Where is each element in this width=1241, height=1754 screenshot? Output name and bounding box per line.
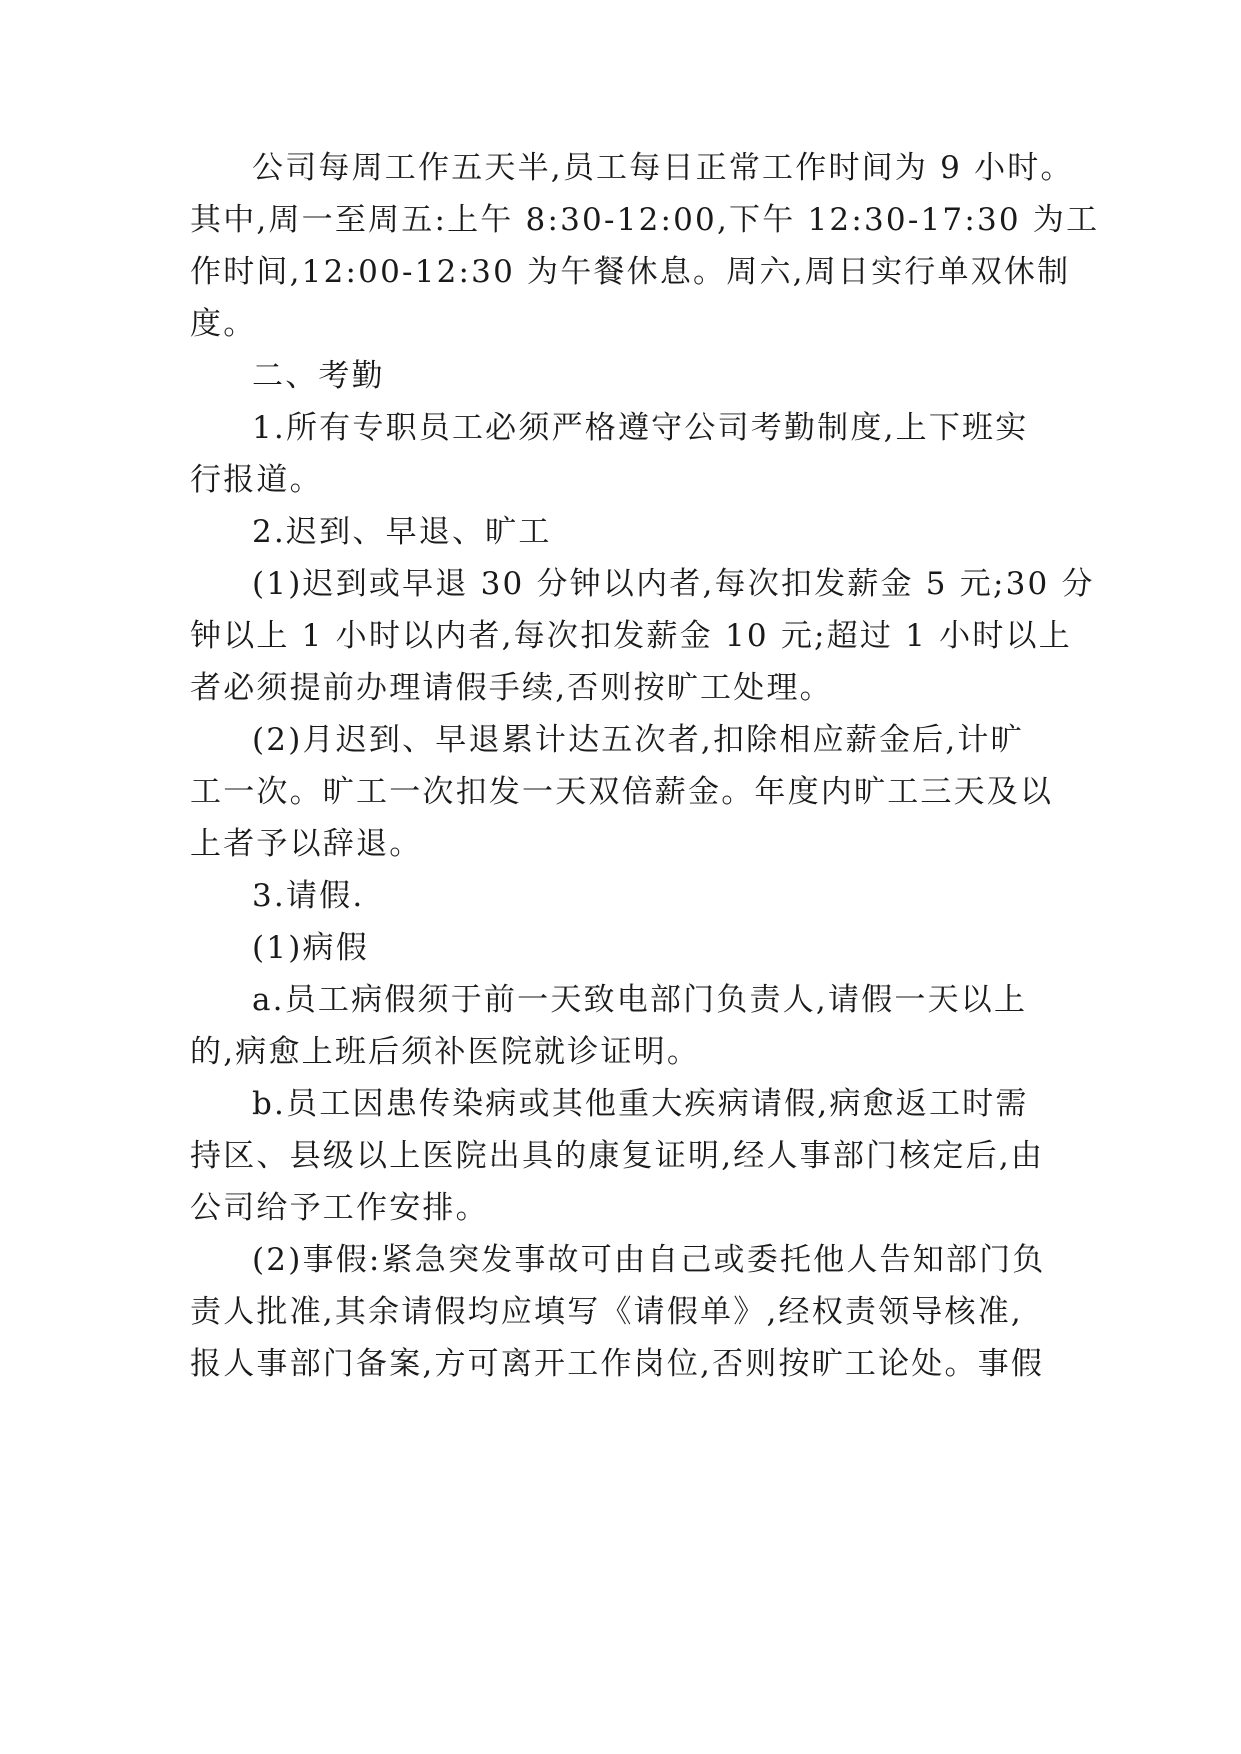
item-2-heading: 2.迟到、早退、旷工	[252, 514, 552, 550]
item-2-1-line-1: (1)迟到或早退 30 分钟以内者,每次扣发薪金 5 元;30 分	[252, 566, 1095, 602]
item-2-1-line-3: 者必须提前办理请假手续,否则按旷工处理。	[190, 670, 833, 706]
item-3-1-b-line-1: b.员工因患传染病或其他重大疾病请假,病愈返工时需	[252, 1086, 1029, 1122]
item-1-line-1: 1.所有专职员工必须严格遵守公司考勤制度,上下班实	[252, 410, 1029, 446]
item-3-1-a-line-1: a.员工病假须于前一天致电部门负责人,请假一天以上	[252, 982, 1028, 1018]
item-3-2-line-1: (2)事假:紧急突发事故可由自己或委托他人告知部门负	[252, 1242, 1046, 1278]
paragraph-work-hours-line-4: 度。	[190, 306, 257, 342]
item-3-2-line-3: 报人事部门备案,方可离开工作岗位,否则按旷工论处。事假	[190, 1346, 1045, 1382]
item-3-2-line-2: 责人批准,其余请假均应填写《请假单》,经权责领导核准,	[190, 1294, 1023, 1330]
section-heading-attendance: 二、考勤	[252, 358, 385, 394]
paragraph-work-hours-line-3: 作时间,12:00-12:30 为午餐休息。周六,周日实行单双休制	[190, 254, 1071, 290]
item-3-1-b-line-3: 公司给予工作安排。	[190, 1190, 489, 1226]
paragraph-work-hours-line-1: 公司每周工作五天半,员工每日正常工作时间为 9 小时。	[252, 150, 1074, 186]
item-3-1-a-line-2: 的,病愈上班后须补医院就诊证明。	[190, 1034, 701, 1070]
paragraph-work-hours-line-2: 其中,周一至周五:上午 8:30-12:00,下午 12:30-17:30 为工	[190, 202, 1100, 238]
item-2-2-line-3: 上者予以辞退。	[190, 826, 423, 862]
item-1-line-2: 行报道。	[190, 462, 323, 498]
item-2-2-line-1: (2)月迟到、早退累计达五次者,扣除相应薪金后,计旷	[252, 722, 1024, 758]
item-3-heading: 3.请假.	[252, 878, 365, 914]
item-2-2-line-2: 工一次。旷工一次扣发一天双倍薪金。年度内旷工三天及以	[190, 774, 1054, 810]
item-3-1-b-line-2: 持区、县级以上医院出具的康复证明,经人事部门核定后,由	[190, 1138, 1045, 1174]
item-3-1-heading: (1)病假	[252, 930, 369, 966]
item-2-1-line-2: 钟以上 1 小时以内者,每次扣发薪金 10 元;超过 1 小时以上	[190, 618, 1072, 654]
